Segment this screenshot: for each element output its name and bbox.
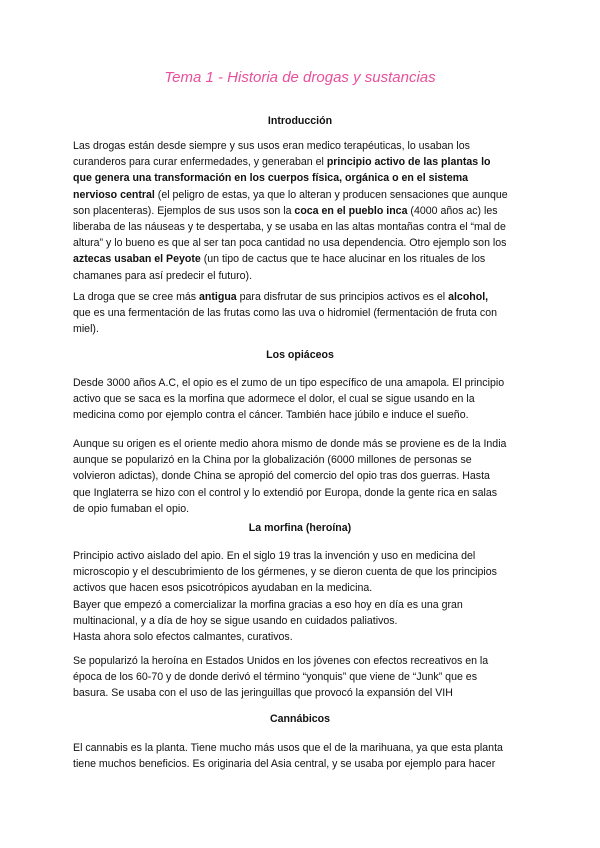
section-heading-morfina: La morfina (heroína) xyxy=(248,522,352,534)
text-line xyxy=(73,268,533,284)
paragraph xyxy=(73,375,533,424)
text-run: son placenteras). Ejemplos de sus usos son la xyxy=(73,204,295,217)
section-heading-cannabicos: Cannábicos xyxy=(269,713,331,725)
text-line xyxy=(73,485,533,501)
text-line xyxy=(73,305,533,321)
text-line xyxy=(73,138,533,154)
paragraph xyxy=(73,138,533,284)
text-line xyxy=(73,251,533,267)
bold-text-run: antigua xyxy=(199,291,237,303)
text-line xyxy=(73,203,533,219)
text-line xyxy=(73,740,533,756)
text-run: Las drogas están desde siempre y sus usos eran medico terapéuticas, lo usaban los xyxy=(73,140,470,152)
text-run: microscopio y el descubrimiento de los gérmenes, y se dieron cuenta de que los principios xyxy=(73,566,497,579)
paragraph xyxy=(73,740,533,772)
bold-text-run: alcohol, xyxy=(448,291,489,303)
text-run: Desde 3000 años A.C, el opio es el zumo de un tipo específico de una amapola. El principio xyxy=(73,377,505,389)
text-run: Aunque su origen es el oriente medio ahora mismo de donde más se proviene es de la India xyxy=(73,438,507,450)
bold-text-run: aztecas usaban el Peyote xyxy=(73,253,201,266)
text-run: aunque se popularizó en la China por la globalización (6000 millones de personas se xyxy=(73,454,472,467)
text-line xyxy=(73,468,533,484)
text-line xyxy=(73,685,533,701)
text-run: liberaba de las náuseas y te despertaba, y se usaba en las altas montañas contra el “mal de xyxy=(73,221,506,234)
text-run: tiene muchos beneficios. Es originaria del Asia central, y se usaba por ejemplo para hacer xyxy=(73,758,496,771)
text-run: El cannabis es la planta. Tiene mucho más usos que el de la marihuana, ya que esta planta xyxy=(73,742,503,754)
text-run: curanderos para curar enfermedades, y generaban el xyxy=(73,156,327,169)
text-line xyxy=(73,407,533,423)
text-run: que Inglaterra se hizo con el control y lo extendió por Europa, donde la gente rica en salas xyxy=(73,486,498,499)
text-run: Bayer que empezó a comercializar la morfina gracias a eso hoy en día es una gran xyxy=(73,598,463,611)
text-line xyxy=(73,580,533,596)
text-run: de opio fumaban el opio. xyxy=(73,502,190,515)
paragraph xyxy=(73,548,533,645)
text-run: Se popularizó la heroína en Estados Unidos en los jóvenes con efectos recreativos en la xyxy=(73,655,489,667)
text-run: (el peligro de estas, ya que lo alteran y producen sensaciones que aunque xyxy=(154,188,508,201)
bold-text-run: coca en el pueblo inca xyxy=(294,204,408,217)
text-run: volvieron adictas), donde China se apropió del comercio del opio tras dos guerras. Hasta xyxy=(73,470,490,483)
text-run: chamanes para así predecir el futuro). xyxy=(73,269,253,282)
text-run: (4000 años ac) les xyxy=(407,204,498,217)
text-run: medicina como por ejemplo contra el cáncer. También hace júbilo e induce el sueño. xyxy=(73,409,469,422)
paragraph xyxy=(73,289,533,338)
text-line xyxy=(73,629,533,645)
text-run: que es una fermentación de las frutas como las uva o hidromiel (fermentación de fruta con xyxy=(73,307,497,320)
text-line xyxy=(73,289,533,305)
text-line xyxy=(73,154,533,170)
text-run: época de los 60-70 y de donde derivó el término “yonquis” que viene de “Junk” que es xyxy=(73,671,477,684)
text-line xyxy=(73,669,533,685)
text-run: altura” y lo bueno es que al ser tan poca cantidad no usa dependencia. Otro ejemplo son los xyxy=(73,237,507,250)
paragraph xyxy=(73,653,533,702)
text-line xyxy=(73,375,533,391)
bold-text-run: principio activo de las plantas lo xyxy=(326,156,491,169)
text-run: La droga que se cree más xyxy=(73,291,200,303)
bold-text-run: nervioso central xyxy=(73,188,155,201)
text-run: Hasta ahora solo efectos calmantes, curativos. xyxy=(73,631,293,644)
text-line xyxy=(73,756,533,772)
text-line xyxy=(73,436,533,452)
text-run: para disfrutar de sus principios activos es el xyxy=(236,291,449,303)
text-run: basura. Se usaba con el uso de las jeringuillas que provocó la expansión del VIH xyxy=(73,687,453,700)
text-line xyxy=(73,321,533,337)
document-title: Tema 1 - Historia de drogas y sustancias xyxy=(164,69,436,86)
text-line xyxy=(73,170,533,186)
section-heading-opiaceos: Los opiáceos xyxy=(266,349,334,361)
text-line xyxy=(73,219,533,235)
text-run: (un tipo de cactus que te hace alucinar en los rituales de los xyxy=(200,253,486,266)
text-run: miel). xyxy=(73,323,99,336)
text-line xyxy=(73,564,533,580)
text-run: activos que hacen esos psicotrópicos ayudaban en la medicina. xyxy=(73,582,373,595)
section-heading-introduccion: Introducción xyxy=(267,115,333,127)
paragraph xyxy=(73,436,533,517)
text-line xyxy=(73,613,533,629)
text-line xyxy=(73,235,533,251)
text-run: activo que se saca es la morfina que adormece el dolor, el cual se sigue usando en la xyxy=(73,393,475,406)
text-line xyxy=(73,187,533,203)
bold-text-run: que genera una transformación en los cuerpos física, orgánica o en el sistema xyxy=(73,172,469,185)
text-run: multinacional, y a día de hoy se sigue usando en cuidados paliativos. xyxy=(73,614,398,627)
text-line xyxy=(73,653,533,669)
text-run: Principio activo aislado del apio. En el siglo 19 tras la invención y uso en medicina del xyxy=(73,550,476,562)
text-line xyxy=(73,452,533,468)
text-line xyxy=(73,391,533,407)
text-line xyxy=(73,597,533,613)
text-line xyxy=(73,548,533,564)
text-line xyxy=(73,501,533,517)
